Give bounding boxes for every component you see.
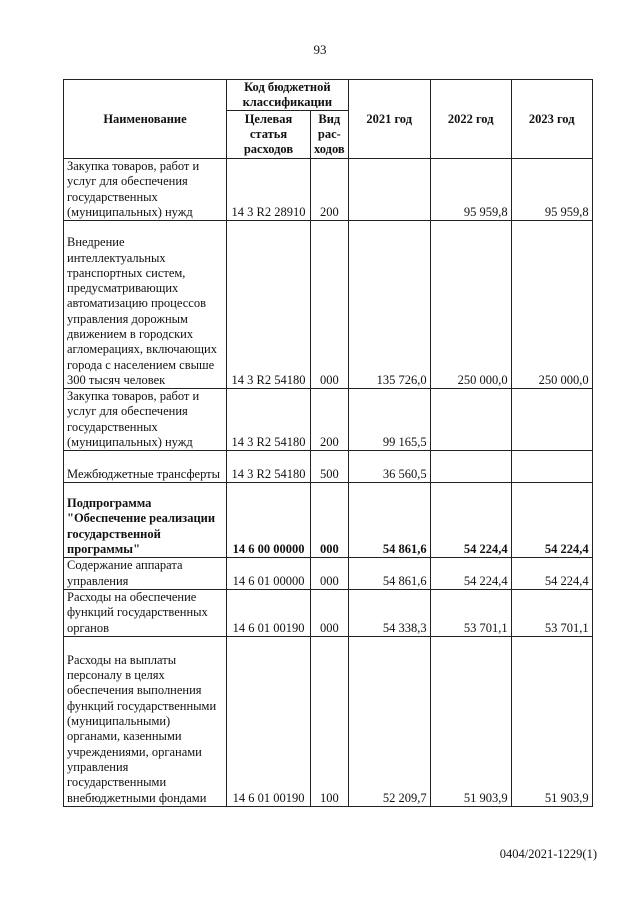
row-type-code: 500 [311,451,349,483]
row-type-code: 200 [311,159,349,221]
row-value-2022: 54 224,4 [430,558,511,590]
table-row [64,483,593,558]
row-name: Содержание аппарата управления [64,558,227,590]
row-target-code: 14 6 01 00000 [227,558,311,590]
budget-table [63,79,593,807]
row-value-2023: 53 701,1 [511,589,592,636]
row-value-2021: 54 338,3 [348,589,430,636]
row-value-2022: 51 903,9 [430,636,511,806]
row-value-2022: 95 959,8 [430,159,511,221]
row-value-2021: 54 861,6 [348,483,430,558]
row-name: Расходы на обеспечение функций государственных органов [64,589,227,636]
row-type-code: 000 [311,221,349,389]
row-target-code: 14 3 R2 54180 [227,451,311,483]
row-value-2022: 54 224,4 [430,483,511,558]
row-value-2023: 250 000,0 [511,221,592,389]
row-value-2023: 95 959,8 [511,159,592,221]
table-row [64,221,593,389]
header-code-group: Код бюджетной классификации [227,80,349,111]
row-value-2021: 135 726,0 [348,221,430,389]
header-name: Наименование [64,80,227,159]
row-name: Расходы на выплаты персоналу в целях обеспечения выполнения функций государственными (муниципальными) органами, казенными учреждениями, органами управления государственными внебюджетными фондами [64,636,227,806]
row-value-2021 [348,159,430,221]
row-type-code: 000 [311,483,349,558]
header-type: Вид рас-ходов [311,111,349,159]
page-number: 93 [313,42,327,57]
row-value-2023: 54 224,4 [511,558,592,590]
row-value-2022: 53 701,1 [430,589,511,636]
row-name: Межбюджетные трансферты [64,451,227,483]
row-target-code: 14 6 01 00190 [227,589,311,636]
header-2021: 2021 год [348,80,430,159]
table-row [64,451,593,483]
row-target-code: 14 6 00 00000 [227,483,311,558]
table-row [64,389,593,451]
header-2022: 2022 год [430,80,511,159]
header-2023: 2023 год [511,80,592,159]
row-value-2022: 250 000,0 [430,221,511,389]
row-value-2023: 51 903,9 [511,636,592,806]
table-body [64,159,593,807]
row-value-2021: 99 165,5 [348,389,430,451]
table-row [64,159,593,221]
row-value-2021: 52 209,7 [348,636,430,806]
row-name: Подпрограмма "Обеспечение реализации государственной программы" [64,483,227,558]
row-name: Закупка товаров, работ и услуг для обеспечения государственных (муниципальных) нужд [64,159,227,221]
table-row [64,589,593,636]
row-value-2022 [430,451,511,483]
table-row [64,558,593,590]
row-value-2021: 36 560,5 [348,451,430,483]
row-value-2021: 54 861,6 [348,558,430,590]
row-target-code: 14 3 R2 54180 [227,389,311,451]
row-name: Внедрение интеллектуальных транспортных систем, предусматривающих автоматизацию процессов управления дорожным движением в городских агломерациях, включающих города с населением свыше 300 тысяч человек [64,221,227,389]
row-name: Закупка товаров, работ и услуг для обеспечения государственных (муниципальных) нужд [64,389,227,451]
row-target-code: 14 3 R2 54180 [227,221,311,389]
row-type-code: 000 [311,589,349,636]
row-value-2023 [511,389,592,451]
row-target-code: 14 3 R2 28910 [227,159,311,221]
row-type-code: 100 [311,636,349,806]
row-value-2022 [430,389,511,451]
table-row [64,636,593,806]
header-target: Целевая статья расходов [227,111,311,159]
row-type-code: 000 [311,558,349,590]
row-value-2023 [511,451,592,483]
row-type-code: 200 [311,389,349,451]
row-target-code: 14 6 01 00190 [227,636,311,806]
document-id: 0404/2021-1229(1) [499,847,597,861]
row-value-2023: 54 224,4 [511,483,592,558]
